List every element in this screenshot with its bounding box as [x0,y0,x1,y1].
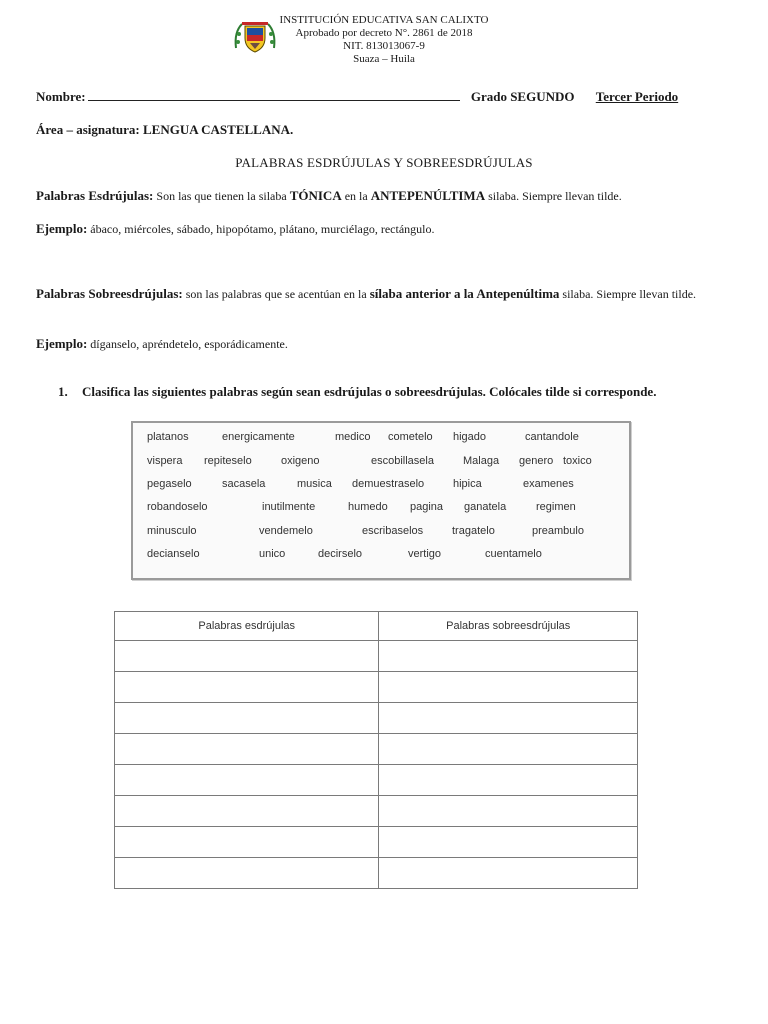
word-bank-word: decianselo [147,548,200,560]
institution-name: INSTITUCIÓN EDUCATIVA SAN CALIXTO [279,14,489,26]
sobreesdrujula-answer-cell[interactable] [379,827,638,858]
definition-bold: ANTEPENÚLTIMA [370,188,486,203]
definition-text: en la [344,189,368,203]
word-bank-word: preambulo [532,525,584,537]
word-bank-word: Malaga [463,455,500,467]
word-bank-word: hipica [453,478,482,490]
word-bank-word: ganatela [464,501,507,513]
word-bank-word: minusculo [147,525,197,537]
sobreesdrujulas-label: Palabras Sobreesdrújulas: [36,286,183,301]
page-title: PALABRAS ESDRÚJULAS Y SOBREESDRÚJULAS [235,155,533,170]
question-text: Clasifica las siguientes palabras según sean esdrújulas o sobreesdrújulas. Colócales tilde si corresponde. [82,384,657,399]
word-bank-word: unico [259,548,286,560]
word-bank-word: toxico [563,455,592,467]
classification-table [114,611,638,889]
column-header-sobreesdrujulas: Palabras sobreesdrújulas [379,612,638,641]
example-text: ábaco, miércoles, sábado, hipopótamo, plátano, murciélago, rectángulo. [90,222,435,236]
word-bank-word: cantandole [525,431,579,443]
word-bank-word: medico [335,431,371,443]
example-text: díganselo, apréndetelo, esporádicamente. [90,337,288,351]
word-bank-word: repiteselo [204,455,252,467]
word-bank-word: escribaselos [362,525,424,537]
decree-text: Aprobado por decreto N°. 2861 de 2018 [295,27,473,39]
document-header [0,14,768,66]
sobreesdrujula-answer-cell[interactable] [379,734,638,765]
name-label: Nombre: [36,89,86,104]
sobreesdrujula-answer-cell[interactable] [379,672,638,703]
sobreesdrujula-answer-cell[interactable] [379,796,638,827]
word-bank-word: oxigeno [281,455,320,467]
word-bank-word: robandoselo [147,501,208,513]
esdrujula-answer-cell[interactable] [115,641,379,672]
sobreesdrujulas-definition [36,286,720,302]
student-info-row [36,89,736,105]
definition-bold: sílaba anterior a la Antepenúltima [369,286,560,301]
sobreesdrujula-answer-cell[interactable] [379,765,638,796]
word-bank-word: energicamente [222,431,295,443]
esdrujulas-example [36,221,736,237]
nit-text: NIT. 813013067-9 [343,40,425,52]
esdrujula-answer-cell[interactable] [115,827,379,858]
word-bank-box [131,421,631,580]
word-bank-word: platanos [147,431,189,443]
table-row [115,827,638,858]
name-blank-line[interactable] [88,89,460,101]
word-bank-word: vispera [147,455,183,467]
word-bank-word: genero [519,455,554,467]
definition-bold: TÓNICA [289,188,342,203]
word-bank-word: cuentamelo [485,548,542,560]
question-number: 1. [58,384,68,399]
table-row [115,672,638,703]
esdrujulas-definition [36,188,736,204]
table-row [115,641,638,672]
word-bank-word: vendemelo [259,525,313,537]
table-row [115,703,638,734]
esdrujula-answer-cell[interactable] [115,672,379,703]
table-row [115,858,638,889]
location-text: Suaza – Huila [353,53,415,65]
subject-area: Área – asignatura: LENGUA CASTELLANA. [36,122,294,137]
example-label: Ejemplo: [36,336,88,351]
word-bank-word: regimen [536,501,576,513]
word-bank-word: cometelo [388,431,433,443]
word-bank-word: higado [453,431,487,443]
word-bank-word: escobillasela [371,455,434,467]
esdrujula-answer-cell[interactable] [115,734,379,765]
table-header-row [115,612,638,641]
sobreesdrujula-answer-cell[interactable] [379,858,638,889]
esdrujula-answer-cell[interactable] [115,703,379,734]
word-bank-word: sacasela [222,478,266,490]
definition-text: silaba. Siempre llevan tilde. [562,287,697,301]
definition-text: silaba. Siempre llevan tilde. [488,189,622,203]
sobreesdrujulas-example [36,336,736,352]
word-bank-word: vertigo [408,548,442,560]
esdrujula-answer-cell[interactable] [115,858,379,889]
table-row [115,796,638,827]
esdrujula-answer-cell[interactable] [115,796,379,827]
word-bank-word: decirselo [318,548,363,560]
table-row [115,734,638,765]
word-bank-word: inutilmente [262,501,316,513]
word-bank-word: demuestraselo [352,478,425,490]
column-header-esdrujulas: Palabras esdrújulas [115,612,379,641]
grade-label: Grado SEGUNDO [470,89,575,104]
period-label: Tercer Periodo [595,89,679,104]
example-label: Ejemplo: [36,221,88,236]
definition-text: Son las que tienen la silaba [156,189,287,203]
esdrujulas-label: Palabras Esdrújulas: [36,188,154,203]
word-bank-word: pagina [410,501,444,513]
sobreesdrujula-answer-cell[interactable] [379,641,638,672]
word-bank-word: humedo [348,501,388,513]
word-bank-word: musica [297,478,332,490]
esdrujula-answer-cell[interactable] [115,765,379,796]
table-row [115,765,638,796]
question-1 [58,384,748,400]
word-bank-word: tragatelo [452,525,495,537]
sobreesdrujula-answer-cell[interactable] [379,703,638,734]
definition-text: son las palabras que se acentúan en la [185,287,367,301]
word-bank-word: pegaselo [147,478,192,490]
word-bank-word: examenes [523,478,574,490]
